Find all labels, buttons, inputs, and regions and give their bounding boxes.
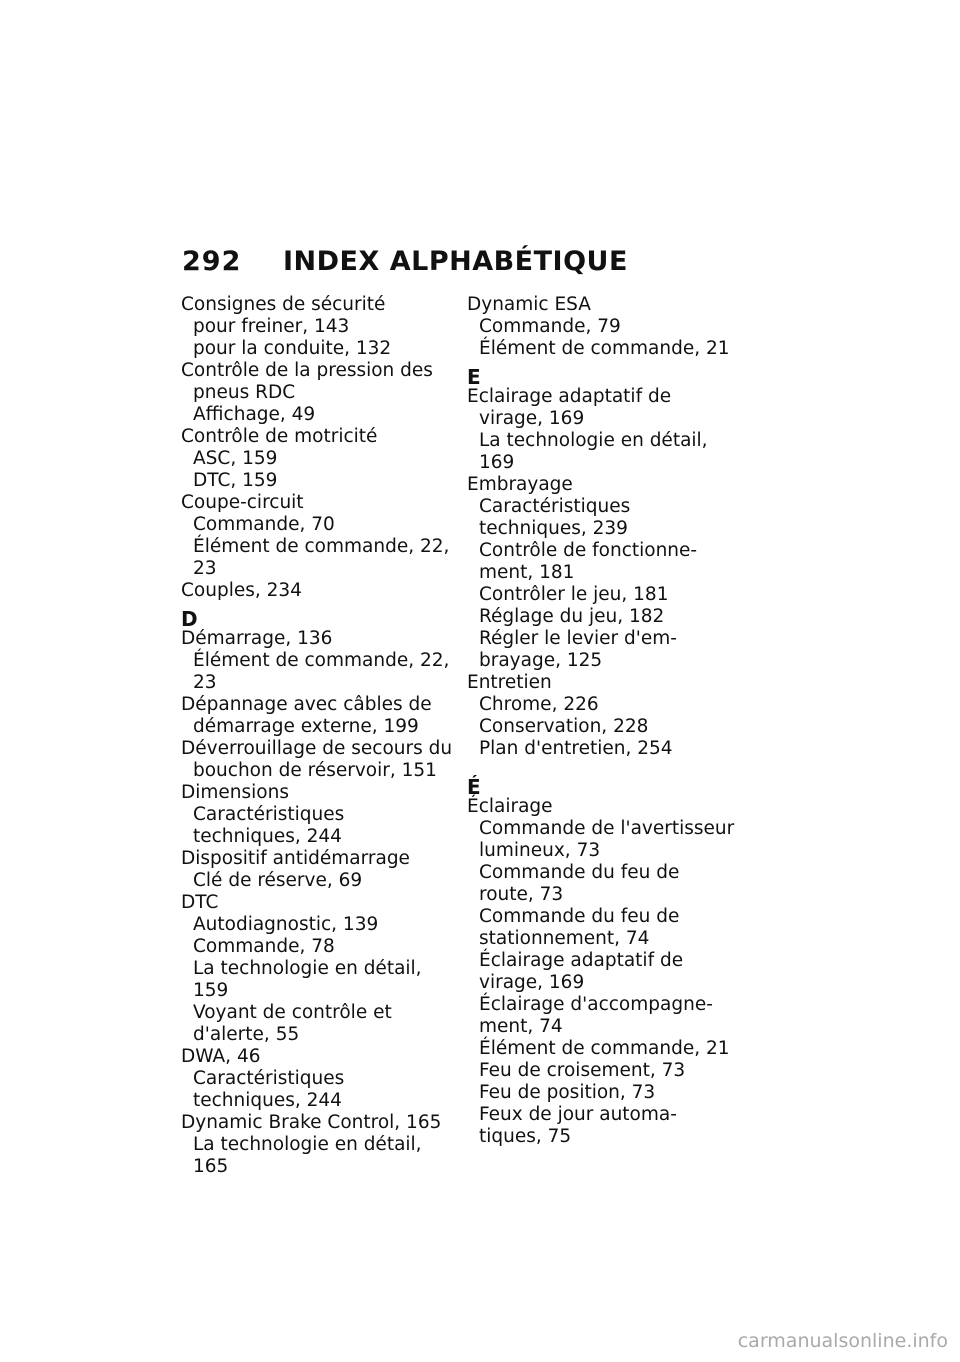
index-column-left [181,294,461,1178]
index-subentry: La technologie en détail, 169 [479,430,708,473]
index-subentry: Commande, 70 [193,514,335,535]
index-subentry: Élément de commande, 21 [479,1038,730,1059]
page-number: 292 [182,246,242,277]
index-subentry: Plan d'entretien, 254 [479,738,673,759]
index-subentry: Commande du feu de [479,862,680,883]
index-entry-continuation: techniques, 239 [479,518,628,539]
index-subentry: Caractéristiques [193,804,345,825]
index-entry-continuation: bouchon de réservoir, 151 [193,760,437,781]
index-subentry: ASC, 159 [193,448,278,469]
index-entry-continuation: stationnement, 74 [479,928,650,949]
index-entry: Eclairage adaptatif de [467,386,672,407]
index-entry: Coupe-circuit [181,492,304,513]
index-entry: Entretien [467,672,552,693]
index-subentry: pour freiner, 143 [193,316,350,337]
index-subentry: Feu de position, 73 [479,1082,656,1103]
index-entry-continuation: techniques, 244 [193,826,342,847]
index-letter-heading: É [467,775,481,799]
index-letter-heading: D [181,607,198,631]
index-subentry: Commande du feu de [479,906,680,927]
index-entry-continuation: brayage, 125 [479,650,603,671]
index-subentry: Feux de jour automa- [479,1104,677,1125]
index-entry-continuation: lumineux, 73 [479,840,601,861]
index-subentry: Élément de commande, 21 [479,338,730,359]
index-column-right [467,294,747,1148]
index-subentry: Éclairage adaptatif de [479,950,684,971]
watermark[interactable]: carmanualsonline.info [737,1330,948,1352]
index-entry-continuation: ment, 181 [479,562,575,583]
index-subentry: pour la conduite, 132 [193,338,392,359]
index-subentry: La technologie en détail, 165 [193,1134,422,1177]
index-subentry: Contrôler le jeu, 181 [479,584,669,605]
index-subentry: Commande, 78 [193,936,335,957]
page-title: INDEX ALPHABÉTIQUE [283,246,628,277]
index-entry: Contrôle de la pression des [181,360,433,381]
index-subentry: Feu de croisement, 73 [479,1060,686,1081]
index-entry-continuation: 23 [193,558,217,579]
index-subentry: Autodiagnostic, 139 [193,914,379,935]
index-subentry: Voyant de contrôle et [193,1002,392,1023]
index-entry: Éclairage [467,796,553,817]
index-entry: Contrôle de motricité [181,426,378,447]
index-entry: DWA, 46 [181,1046,261,1067]
index-subentry: DTC, 159 [193,470,278,491]
index-entry-continuation: ment, 74 [479,1016,563,1037]
index-entry-continuation: pneus RDC [193,382,296,403]
index-entry: DTC [181,892,219,913]
index-letter-heading: E [467,365,481,389]
index-entry-continuation: techniques, 244 [193,1090,342,1111]
index-entry-continuation: route, 73 [479,884,564,905]
index-entry: Démarrage, 136 [181,628,333,649]
index-subentry: Conservation, 228 [479,716,649,737]
index-subentry: Caractéristiques [479,496,631,517]
index-entry-continuation: virage, 169 [479,972,585,993]
index-subentry: Chrome, 226 [479,694,599,715]
index-entry: Dispositif antidémarrage [181,848,410,869]
index-entry-continuation: démarrage externe, 199 [193,716,419,737]
index-entry: Dynamic ESA [467,294,591,315]
index-subentry: Clé de réserve, 69 [193,870,363,891]
index-entry: Couples, 234 [181,580,302,601]
index-entry: Dépannage avec câbles de [181,694,432,715]
index-subentry: Affichage, 49 [193,404,316,425]
index-entry: Dynamic Brake Control, 165 [181,1112,442,1133]
index-subentry: Contrôle de fonctionne- [479,540,698,561]
index-subentry: Caractéristiques [193,1068,345,1089]
index-subentry: La technologie en détail, 159 [193,958,422,1001]
index-entry-continuation: d'alerte, 55 [193,1024,300,1045]
index-subentry: Éclairage d'accompagne- [479,994,713,1015]
index-entry-continuation: 23 [193,672,217,693]
index-subentry: Commande, 79 [479,316,621,337]
index-subentry: Réglage du jeu, 182 [479,606,665,627]
index-subentry: Élément de commande, 22, [193,536,450,557]
index-entry: Consignes de sécurité [181,294,386,315]
index-subentry: Régler le levier d'em- [479,628,677,649]
index-subentry: Commande de l'avertisseur [479,818,735,839]
index-entry: Déverrouillage de secours du [181,738,453,759]
index-entry-continuation: tiques, 75 [479,1126,572,1147]
index-subentry: Élément de commande, 22, [193,650,450,671]
index-entry: Dimensions [181,782,289,803]
index-entry-continuation: virage, 169 [479,408,585,429]
index-entry: Embrayage [467,474,573,495]
